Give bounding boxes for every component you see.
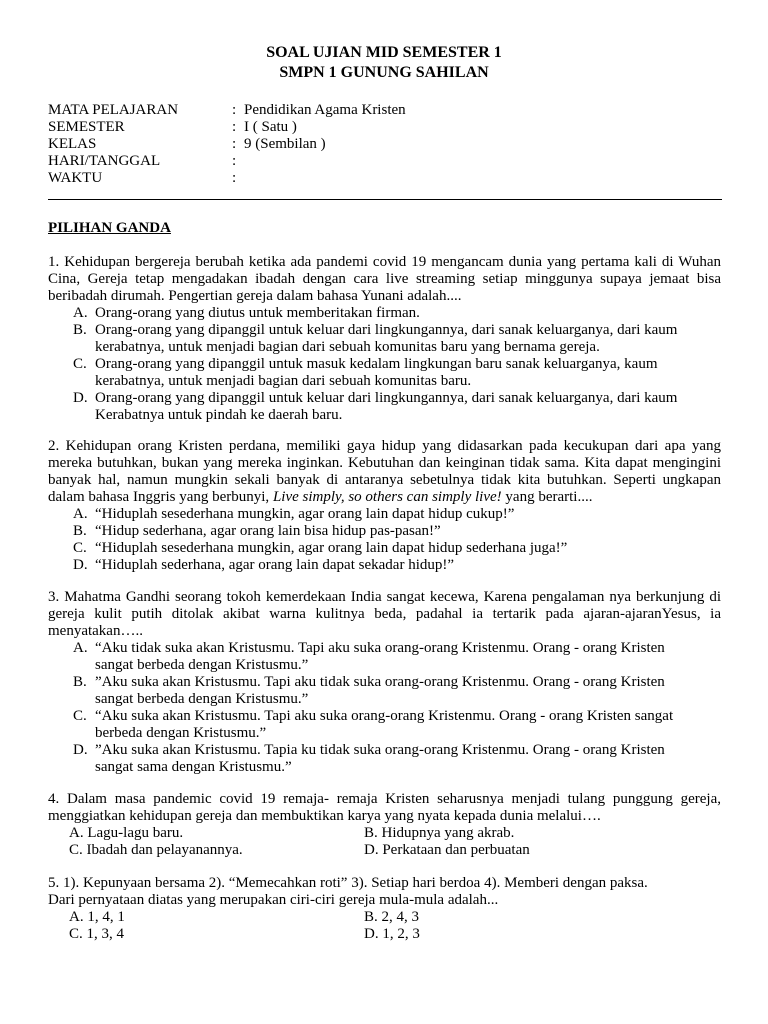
option-c[interactable] bbox=[48, 540, 721, 557]
question-stem: 3. Mahatma Gandhi seorang tokoh kemerdekaan India sangat kecewa, Karena pengalaman nya berkunjung di gereja kulit putih ditolak akibat warna kulitnya beda, padahal ia tertarik pada ajaran-ajaranYesus, ia menyatakan….. bbox=[48, 589, 721, 639]
option-a[interactable] bbox=[48, 506, 721, 523]
option-letter: B. bbox=[73, 674, 87, 690]
exam-info bbox=[48, 102, 728, 187]
info-value: 9 (Sembilan ) bbox=[244, 136, 326, 152]
option-text: “Hiduplah sederhana, agar orang lain dapat sekadar hidup!” bbox=[95, 557, 455, 573]
info-colon: : bbox=[232, 102, 237, 118]
answer-options bbox=[48, 506, 721, 574]
option-text-continued: kerabatnya, untuk menjadi bagian dari sebuah komunitas baru yang bernama gereja. bbox=[95, 339, 600, 355]
option-letter: D. bbox=[73, 742, 88, 758]
school-name: SMPN 1 GUNUNG SAHILAN bbox=[279, 64, 489, 81]
option-text: Orang-orang yang dipanggil untuk keluar dari lingkungannya, dari sanak keluarganya, dari kaum bbox=[95, 390, 678, 406]
option-d[interactable]: D. Perkataan dan perbuatan bbox=[364, 842, 530, 858]
option-text: “Hiduplah sesederhana mungkin, agar orang lain dapat hidup cukup!” bbox=[95, 506, 515, 522]
option-b[interactable] bbox=[48, 523, 721, 540]
option-letter: B. bbox=[73, 322, 87, 338]
question-4 bbox=[48, 791, 721, 859]
option-letter: B. bbox=[73, 523, 87, 539]
option-text-continued: kerabatnya, untuk menjadi bagian dari sebuah komunitas baru. bbox=[95, 373, 472, 389]
option-b[interactable] bbox=[48, 322, 721, 356]
option-c[interactable]: C. 1, 3, 4 bbox=[69, 926, 125, 942]
option-text: ”Aku suka akan Kristusmu. Tapia ku tidak suka orang-orang Kristenmu. Orang - orang Kristen bbox=[95, 742, 665, 758]
question-stem-end: yang berarti.... bbox=[501, 489, 593, 505]
option-text: “Aku suka akan Kristusmu. Tapi aku suka orang-orang Kristenmu. Orang - orang Kristen sangat bbox=[95, 708, 674, 724]
option-text: Orang-orang yang diutus untuk memberitakan firman. bbox=[95, 305, 420, 321]
info-label: HARI/TANGGAL bbox=[48, 153, 161, 169]
option-letter: C. bbox=[73, 708, 87, 724]
info-row-time bbox=[48, 170, 728, 187]
option-text: Orang-orang yang dipanggil untuk keluar dari lingkungannya, dari sanak keluarganya, dari kaum bbox=[95, 322, 678, 338]
info-label: SEMESTER bbox=[48, 119, 125, 135]
info-colon: : bbox=[232, 136, 237, 152]
question-stem: 5. 1). Kepunyaan bersama 2). “Memecahkan roti” 3). Setiap hari berdoa 4). Memberi dengan paksa. bbox=[48, 875, 648, 891]
option-text-continued: sangat berbeda dengan Kristusmu.” bbox=[95, 691, 309, 707]
option-letter: D. bbox=[73, 390, 88, 406]
header-divider bbox=[48, 199, 722, 200]
option-text: “Aku tidak suka akan Kristusmu. Tapi aku suka orang-orang Kristenmu. Orang - orang Kristen bbox=[95, 640, 665, 656]
option-c[interactable] bbox=[48, 708, 721, 742]
option-text: “Hiduplah sesederhana mungkin, agar orang lain dapat hidup sederhana juga!” bbox=[95, 540, 568, 556]
option-text-continued: Kerabatnya untuk pindah ke daerah baru. bbox=[95, 407, 343, 423]
document-header bbox=[0, 43, 768, 83]
option-letter: C. bbox=[73, 356, 87, 372]
question-prompt: Dari pernyataan diatas yang merupakan ciri-ciri gereja mula-mula adalah... bbox=[48, 892, 499, 908]
option-text-continued: sangat berbeda dengan Kristusmu.” bbox=[95, 657, 309, 673]
answer-options bbox=[48, 305, 721, 424]
info-value: I ( Satu ) bbox=[244, 119, 297, 135]
option-b[interactable]: B. Hidupnya yang akrab. bbox=[364, 825, 515, 841]
question-stem bbox=[48, 438, 721, 506]
options-row-1 bbox=[48, 909, 721, 926]
option-c[interactable] bbox=[48, 356, 721, 390]
question-stem: 1. Kehidupan bergereja berubah ketika ada pandemi covid 19 mengancam dunia yang pertama kali di Wuhan Cina, Gereja tetap mengadakan ibadah dengan cara live streaming setiap minggunya supaya jemaat bisa beribadah dirumah. Pengertian gereja dalam bahasa Yunani adalah.... bbox=[48, 254, 721, 304]
info-label: WAKTU bbox=[48, 170, 103, 186]
option-text: Orang-orang yang dipanggil untuk masuk kedalam lingkungan baru sanak keluarganya, kaum bbox=[95, 356, 658, 372]
option-c[interactable]: C. Ibadah dan pelayanannya. bbox=[69, 842, 243, 858]
options-row-1 bbox=[48, 825, 721, 842]
info-row-semester bbox=[48, 119, 728, 136]
option-a[interactable]: A. Lagu-lagu baru. bbox=[69, 825, 184, 841]
option-d[interactable] bbox=[48, 557, 721, 574]
info-label: MATA PELAJARAN bbox=[48, 102, 179, 118]
option-a[interactable]: A. 1, 4, 1 bbox=[69, 909, 125, 925]
info-row-date bbox=[48, 153, 728, 170]
question-3 bbox=[48, 589, 721, 776]
info-label: KELAS bbox=[48, 136, 97, 152]
option-letter: D. bbox=[73, 557, 88, 573]
option-text-continued: berbeda dengan Kristusmu.” bbox=[95, 725, 267, 741]
info-row-subject bbox=[48, 102, 728, 119]
question-5 bbox=[48, 875, 721, 943]
info-row-class bbox=[48, 136, 728, 153]
options-row-2 bbox=[48, 926, 721, 943]
info-colon: : bbox=[232, 119, 237, 135]
option-b[interactable] bbox=[48, 674, 721, 708]
option-text-continued: sangat sama dengan Kristusmu.” bbox=[95, 759, 292, 775]
option-d[interactable] bbox=[48, 390, 721, 424]
option-text: ”Aku suka akan Kristusmu. Tapi aku tidak suka orang-orang Kristenmu. Orang - orang Kristen bbox=[95, 674, 665, 690]
option-letter: C. bbox=[73, 540, 87, 556]
section-title: PILIHAN GANDA bbox=[48, 220, 171, 236]
info-value: Pendidikan Agama Kristen bbox=[244, 102, 406, 118]
option-text: “Hidup sederhana, agar orang lain bisa hidup pas-pasan!” bbox=[95, 523, 441, 539]
option-letter: A. bbox=[73, 305, 88, 321]
options-row-2 bbox=[48, 842, 721, 859]
option-d[interactable]: D. 1, 2, 3 bbox=[364, 926, 420, 942]
question-1 bbox=[48, 254, 721, 424]
english-phrase: Live simply, so others can simply live! bbox=[272, 489, 502, 505]
info-colon: : bbox=[232, 153, 237, 169]
answer-options bbox=[48, 640, 721, 776]
option-b[interactable]: B. 2, 4, 3 bbox=[364, 909, 420, 925]
option-d[interactable] bbox=[48, 742, 721, 776]
info-colon: : bbox=[232, 170, 237, 186]
question-stem-text: 2. Kehidupan orang Kristen perdana, memiliki gaya hidup yang didasarkan pada kecukupan dari apa yang mereka butuhkan, bukan yang mereka inginkan. Kebutuhan dan keinginan tidak sama. Kita dapat mengingini banyak hal, namun mungkin sekali banyak di antaranya sebetulnya tidak kita butuhkan. Seperti ungkapan dalam bahasa Inggris yang berbunyi, bbox=[48, 438, 721, 505]
option-a[interactable] bbox=[48, 305, 721, 322]
option-letter: A. bbox=[73, 506, 88, 522]
document-title: SOAL UJIAN MID SEMESTER 1 bbox=[266, 44, 502, 61]
option-letter: A. bbox=[73, 640, 88, 656]
option-a[interactable] bbox=[48, 640, 721, 674]
question-2 bbox=[48, 438, 721, 574]
question-stem: 4. Dalam masa pandemic covid 19 remaja- remaja Kristen seharusnya menjadi tulang punggung gereja, menggiatkan kehidupan gereja dan membuktikan karya yang nyata kepada dunia melalui…. bbox=[48, 791, 721, 824]
